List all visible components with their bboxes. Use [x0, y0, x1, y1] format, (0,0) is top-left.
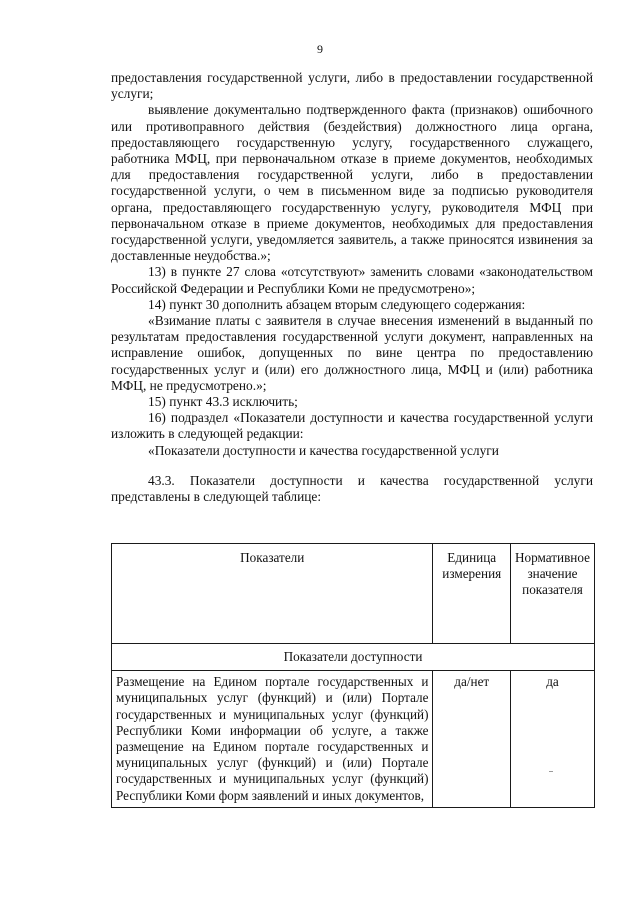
paragraph-7: 16) подраздел «Показатели доступности и качества государственной услуги изложить в следующей редакции: [111, 410, 593, 442]
pencil-mark [549, 771, 553, 772]
table-row [112, 671, 595, 808]
paragraph-2: выявление документально подтвержденного факта (признаков) ошибочного или противоправного действия (бездействия) должностного лица органа, предоставляющего государственную услугу, государственного служащего, работника МФЦ, при первоначальном отказе в приеме документов, необходимых для предоставления государственной услуги, либо в предоставлении государственной услуги, о чем в письменном виде за подписью руководителя органа, предоставляющего государственную услугу, руководителя МФЦ при первоначальном отказе в приеме документов, необходимых для предоставления государственной услуги, уведомляется заявитель, а также приносятся извинения за доставленные неудобства.»; [111, 102, 593, 264]
header-norm: Нормативное значение показателя [510, 544, 594, 644]
paragraph-6: 15) пункт 43.3 исключить; [148, 394, 298, 410]
table-group-row [112, 644, 595, 671]
indicators-table [111, 543, 595, 808]
paragraph-8: «Показатели доступности и качества государственной услуги [148, 442, 499, 458]
header-unit: Единица измерения [433, 544, 511, 644]
row-norm: да [546, 674, 559, 690]
paragraph-3: 13) в пункте 27 слова «отсутствуют» заменить словами «законодательством Российской Федерации и Республики Коми не предусмотрено»; [111, 264, 593, 296]
paragraph-9: 43.3. Показатели доступности и качества государственной услуги представлены в следующей таблице: [111, 472, 593, 505]
paragraph-1: предоставления государственной услуги, либо в предоставлении государственной услуги; [111, 70, 593, 102]
page-number: 9 [317, 42, 323, 56]
paragraph-4: 14) пункт 30 дополнить абзацем вторым следующего содержания: [148, 296, 526, 312]
row-norm-cell [510, 671, 594, 808]
table-header-row [112, 544, 595, 644]
group-title: Показатели доступности [112, 644, 595, 671]
paragraph-5: «Взимание платы с заявителя в случае внесения изменений в выданный по результатам предоставления государственной услуги документ, направленных на исправление ошибок, допущенных по вине центра по предоставлению государственных услуг и (или) его должностного лица, МФЦ и (или) работника МФЦ, не предусмотрено.»; [111, 313, 593, 393]
document-body [111, 70, 593, 505]
row-unit: да/нет [433, 671, 511, 808]
row-indicator: Размещение на Едином портале государственных и муниципальных услуг (функций) и (или) Портале государственных и муниципальных услуг (функций) Республики Коми информации об услуге, а также размещение на Едином портале государственных и муниципальных услуг (функций) и (или) Портале государственных и муниципальных услуг (функций) Республики Коми форм заявлений и иных документов, [112, 671, 433, 808]
header-indicator: Показатели [112, 544, 433, 644]
